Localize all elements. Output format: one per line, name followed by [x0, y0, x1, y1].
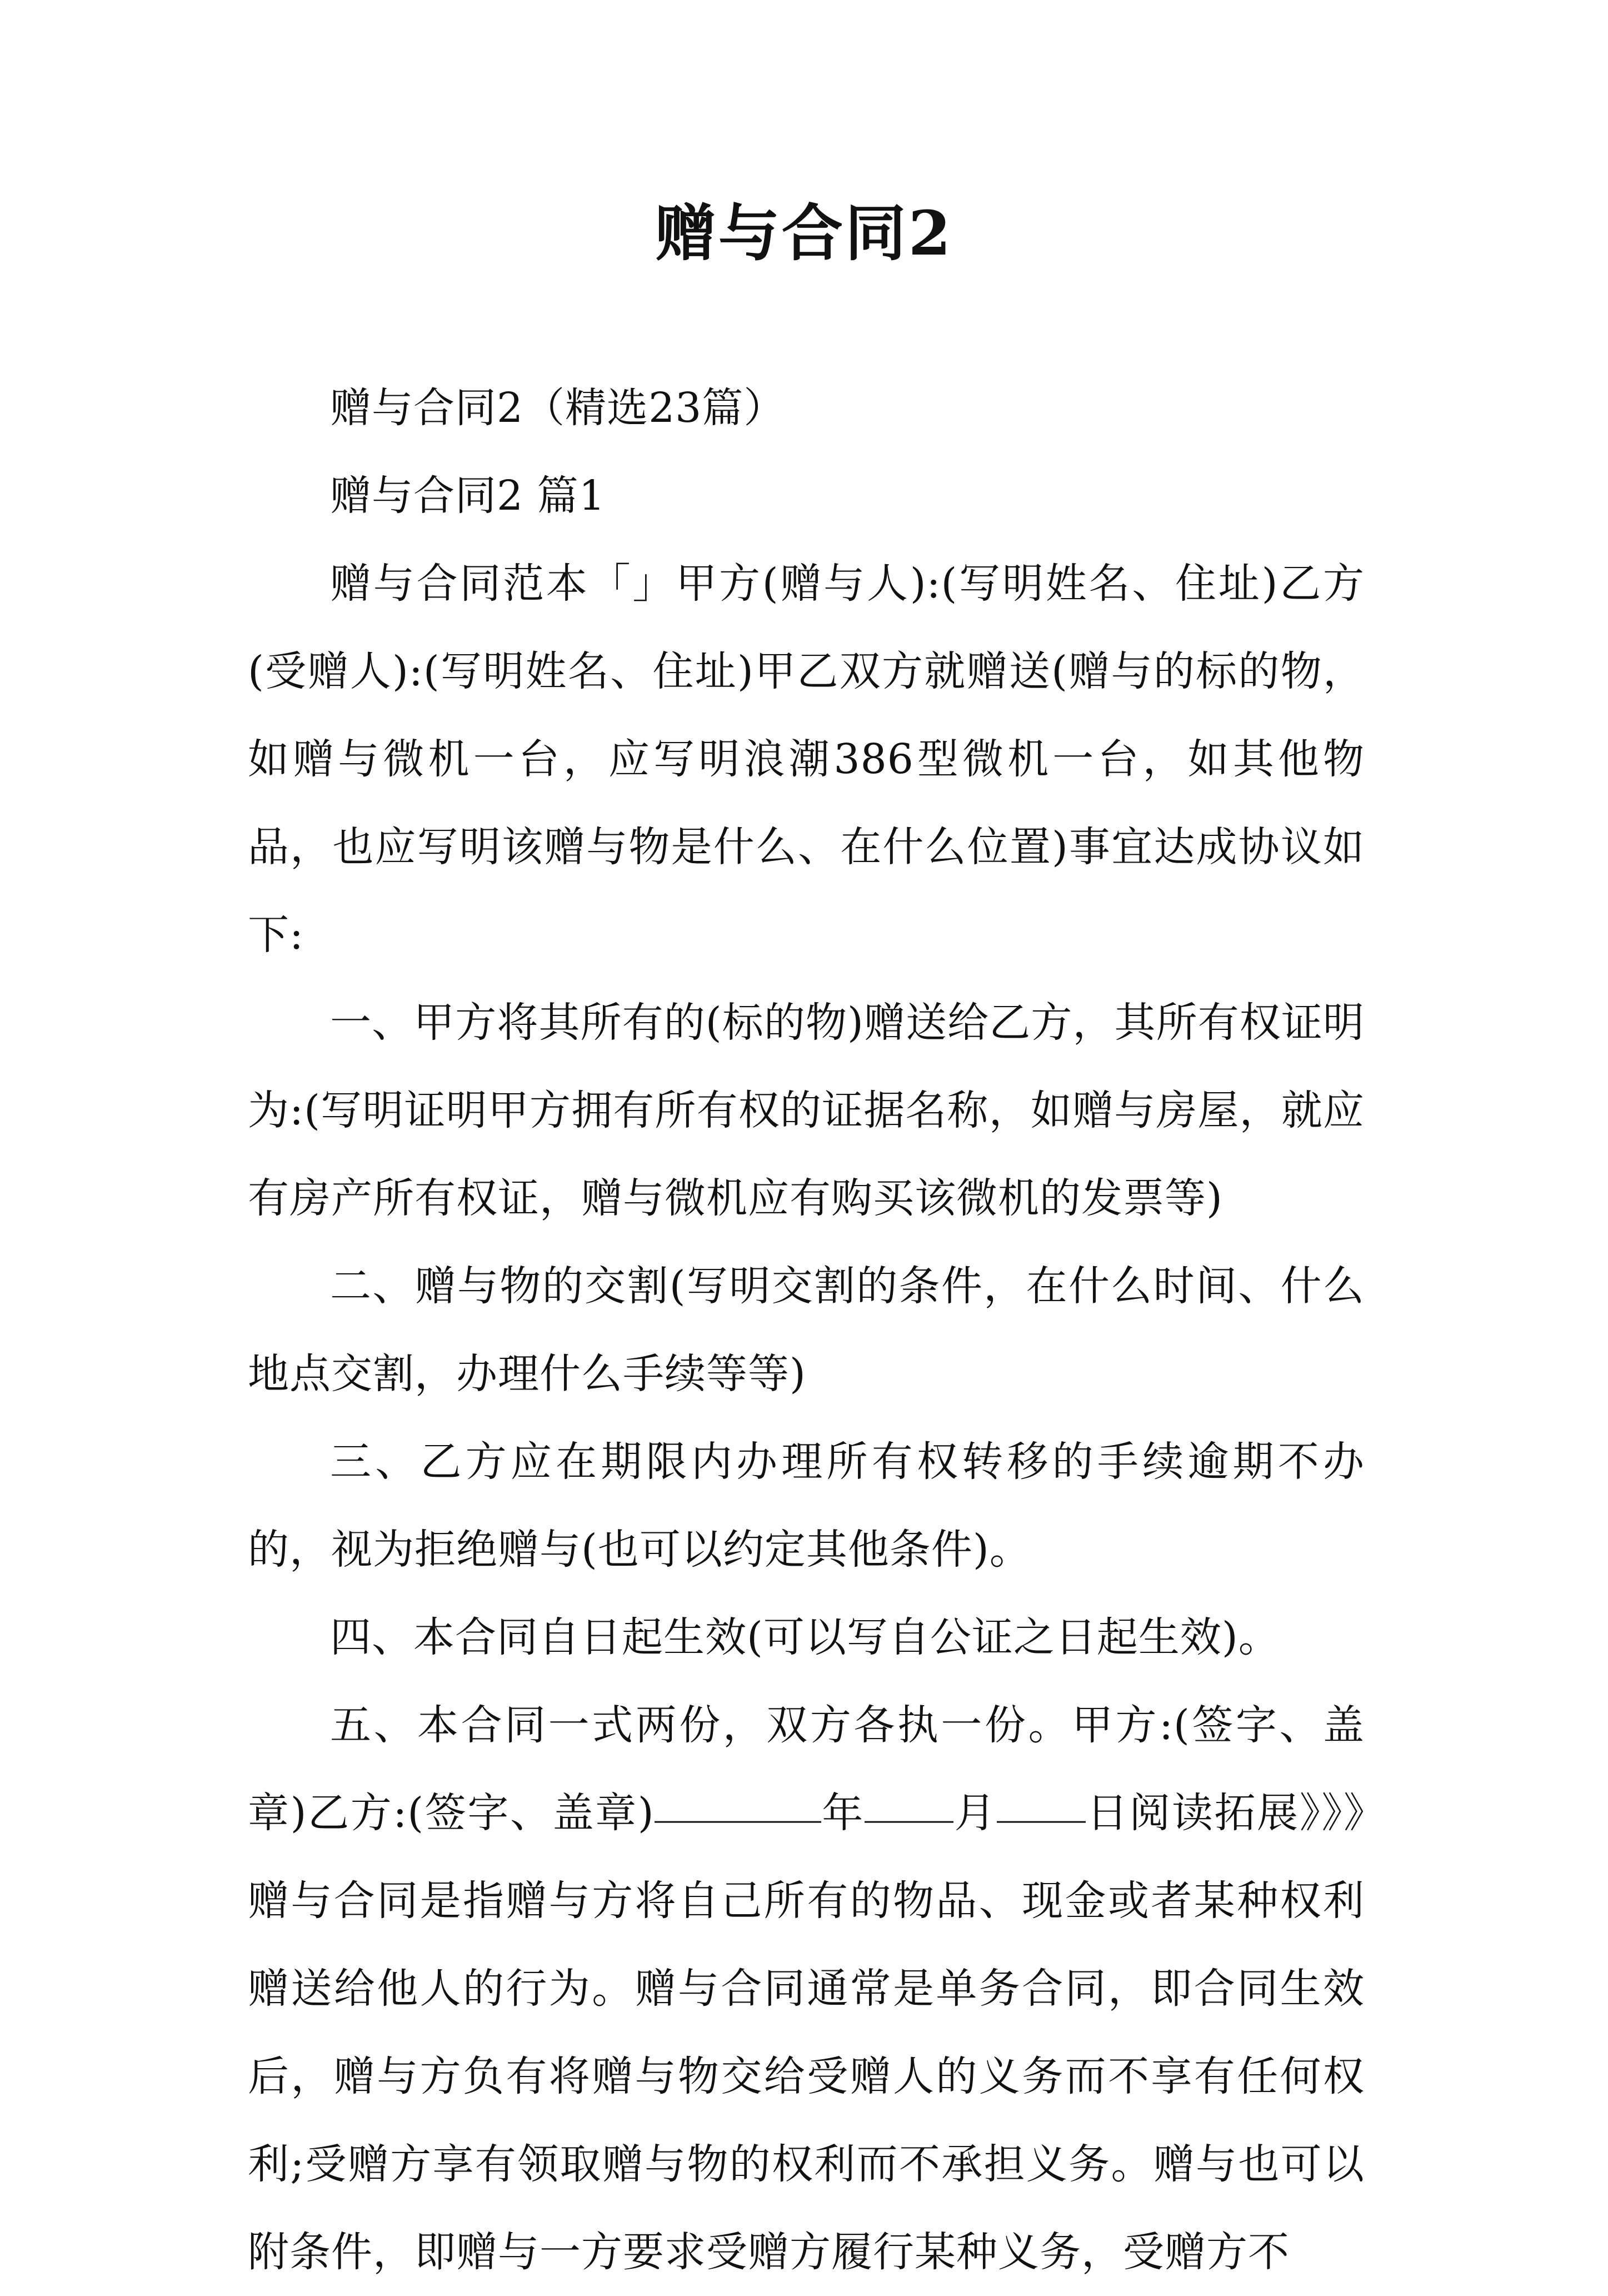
- month-label: 月: [953, 1789, 997, 1837]
- contract-intro-paragraph: 赠与合同范本「」甲方(赠与人):(写明姓名、住址)乙方(受赠人):(写明姓名、住址)甲乙双方就赠送(赠与的标的物，如赠与微机一台，应写明浪潮386型微机一台，如其他物品，也应写明该赠与物是什么、在什么位置)事宜达成协议如下:: [248, 560, 1365, 959]
- section-heading: 赠与合同2 篇1: [330, 472, 606, 520]
- clause-four-paragraph: 四、本合同自日起生效(可以写自公证之日起生效)。: [330, 1613, 1280, 1661]
- clause-three-paragraph: 三、乙方应在期限内办理所有权转移的手续逾期不办的，视为拒绝赠与(也可以约定其他条件)。: [248, 1438, 1365, 1573]
- clause-two-paragraph: 二、赠与物的交割(写明交割的条件，在什么时间、什么地点交割，办理什么手续等等): [248, 1262, 1365, 1398]
- clause-one-paragraph: 一、甲方将其所有的(标的物)赠送给乙方，其所有权证明为:(写明证明甲方拥有所有权的证据名称，如赠与房屋，就应有房产所有权证，赠与微机应有购买该微机的发票等): [248, 999, 1365, 1222]
- year-blank: [655, 1780, 821, 1823]
- year-label: 年: [821, 1789, 865, 1837]
- clause-five-paragraph: [248, 1681, 1365, 2296]
- month-blank: [865, 1780, 953, 1823]
- subtitle-paragraph: 赠与合同2（精选23篇）: [330, 384, 786, 432]
- day-blank: [997, 1780, 1086, 1823]
- document-body: [248, 364, 1365, 2296]
- clause-five-lead: 五、本合同一式两份，双方各执一份。甲方:(签字、盖章)乙方:(签字、盖章): [248, 1701, 1365, 1837]
- document-title: 赠与合同2: [655, 197, 953, 269]
- extended-reading-text: 日阅读拓展》》》赠与合同是指赠与方将自己所有的物品、现金或者某种权利赠送给他人的行为。赠与合同通常是单务合同，即合同生效后，赠与方负有将赠与物交给受赠人的义务而不享有任何权利;受赠方享有领取赠与物的权利而不承担义务。赠与也可以附条件，即赠与一方要求受赠方履行某种义务，受赠方不: [248, 1789, 1365, 2276]
